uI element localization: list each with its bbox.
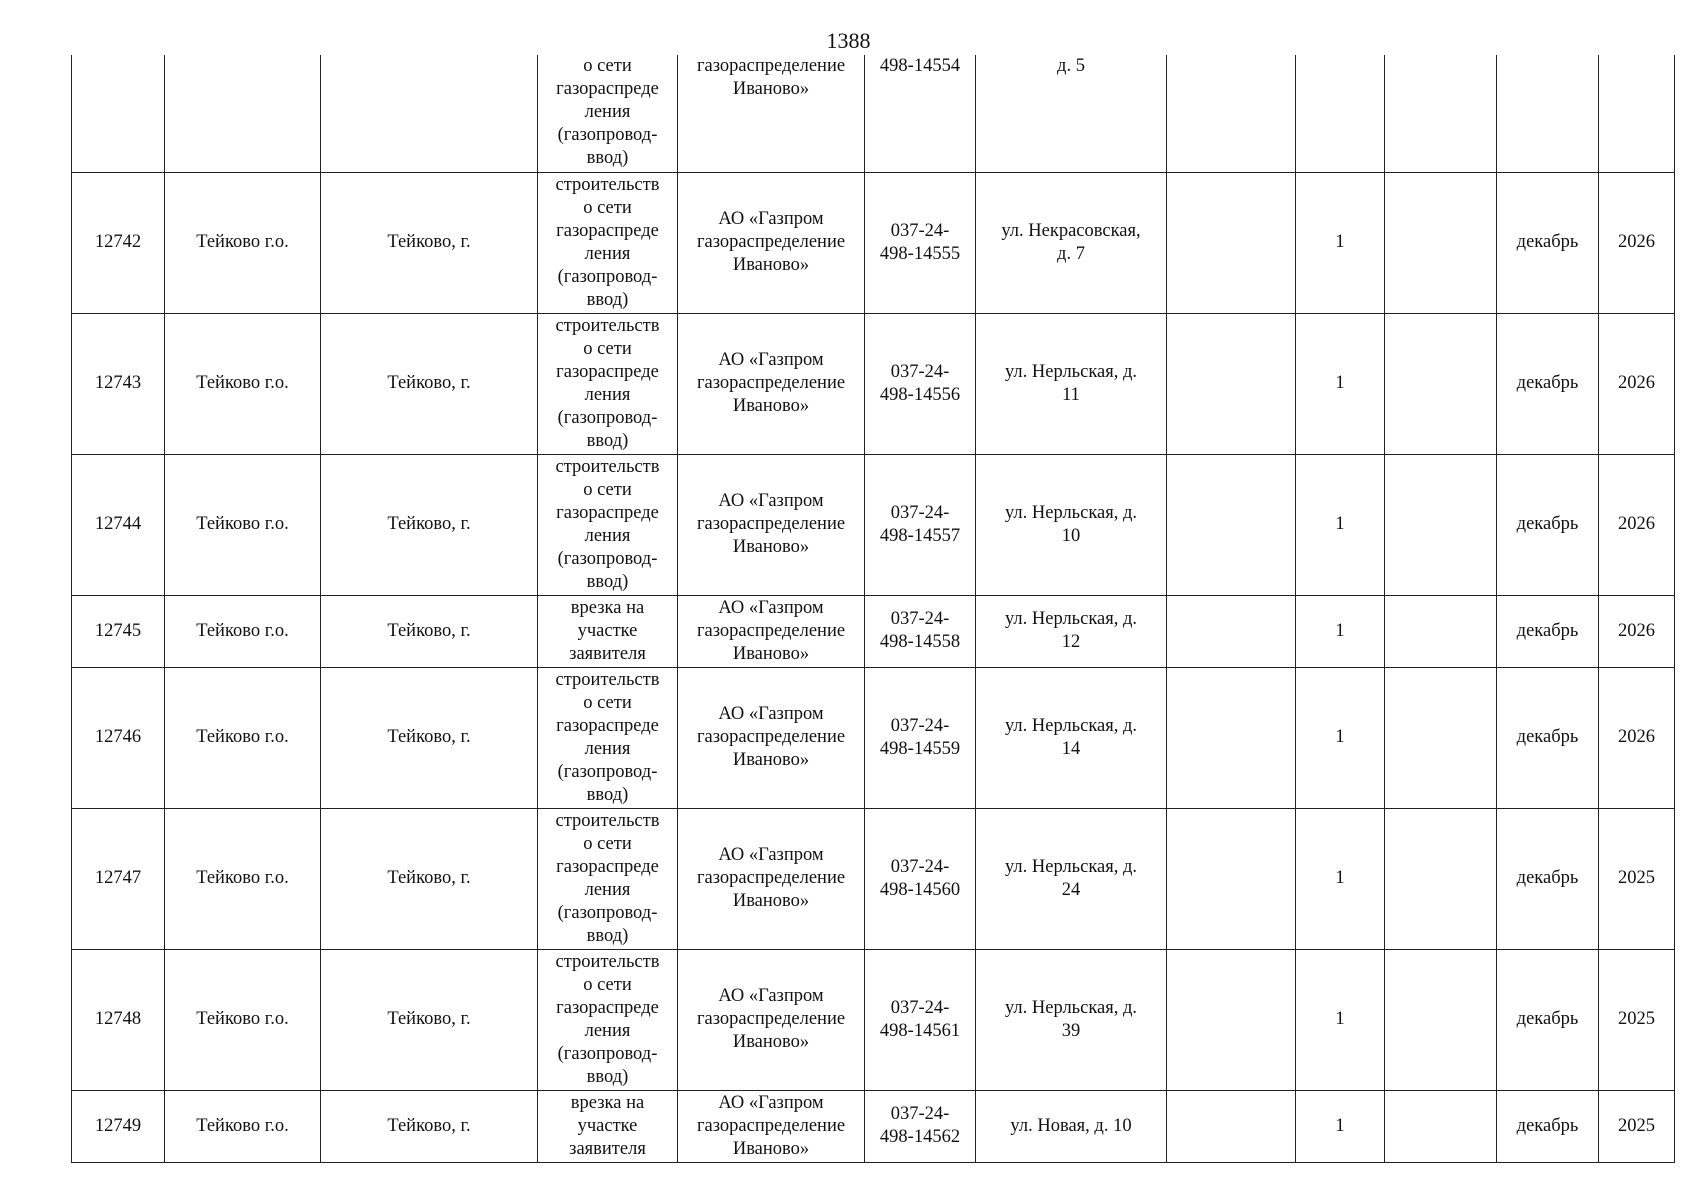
- cell-empty: [1385, 55, 1497, 172]
- cell-empty: [1385, 1090, 1497, 1162]
- cell-district: Тейково г.о.: [165, 454, 321, 595]
- cell-locality: Тейково, г.: [321, 1090, 538, 1162]
- cell-locality: Тейково, г.: [321, 808, 538, 949]
- cell-org: АО «Газпром газораспределение Иваново»: [678, 172, 865, 313]
- cell-year: 2026: [1599, 172, 1675, 313]
- cell-year: 2025: [1599, 1090, 1675, 1162]
- cell-type: строительств о сети газораспреде ления (газопровод- ввод): [538, 808, 678, 949]
- cell-type: строительств о сети газораспреде ления (газопровод- ввод): [538, 949, 678, 1090]
- cell-address: ул. Нерльская, д. 24: [976, 808, 1167, 949]
- table-row: [72, 949, 1675, 1090]
- cell-org: АО «Газпром газораспределение Иваново»: [678, 1090, 865, 1162]
- cell-empty: [1167, 454, 1296, 595]
- cell-empty: [1167, 595, 1296, 667]
- cell-num: 12744: [72, 454, 165, 595]
- cell-code: 037-24- 498-14562: [865, 1090, 976, 1162]
- cell-locality: Тейково, г.: [321, 595, 538, 667]
- cell-num: 12743: [72, 313, 165, 454]
- cell-month: декабрь: [1497, 667, 1599, 808]
- cell-district: Тейково г.о.: [165, 595, 321, 667]
- page-number: 1388: [826, 28, 871, 53]
- cell-empty: [1167, 55, 1296, 172]
- cell-num: 12749: [72, 1090, 165, 1162]
- cell-district: Тейково г.о.: [165, 949, 321, 1090]
- cell-type: строительств о сети газораспреде ления (газопровод- ввод): [538, 667, 678, 808]
- cell-empty: [1167, 313, 1296, 454]
- cell-type: строительств о сети газораспреде ления (газопровод- ввод): [538, 313, 678, 454]
- cell-empty: [1385, 172, 1497, 313]
- cell-district: Тейково г.о.: [165, 313, 321, 454]
- cell-code: 037-24- 498-14556: [865, 313, 976, 454]
- cell-address: ул. Нерльская, д. 11: [976, 313, 1167, 454]
- cell-year: 2025: [1599, 949, 1675, 1090]
- cell-district: [165, 55, 321, 172]
- table-row: [72, 454, 1675, 595]
- table-row: [72, 313, 1675, 454]
- cell-qty: 1: [1296, 1090, 1385, 1162]
- table-row: [72, 172, 1675, 313]
- cell-qty: 1: [1296, 313, 1385, 454]
- table-body: [72, 55, 1675, 1162]
- cell-empty: [1385, 454, 1497, 595]
- cell-month: декабрь: [1497, 172, 1599, 313]
- cell-district: Тейково г.о.: [165, 667, 321, 808]
- cell-locality: [321, 55, 538, 172]
- gas-connection-table: [71, 55, 1675, 1163]
- cell-qty: 1: [1296, 667, 1385, 808]
- cell-num: 12745: [72, 595, 165, 667]
- cell-district: Тейково г.о.: [165, 1090, 321, 1162]
- table-row-partial: [72, 55, 1675, 172]
- cell-empty: [1167, 1090, 1296, 1162]
- cell-year: 2026: [1599, 454, 1675, 595]
- cell-year: [1599, 55, 1675, 172]
- cell-empty: [1385, 949, 1497, 1090]
- cell-month: декабрь: [1497, 949, 1599, 1090]
- cell-empty: [1167, 172, 1296, 313]
- table-row: [72, 1090, 1675, 1162]
- cell-qty: 1: [1296, 808, 1385, 949]
- cell-org: АО «Газпром газораспределение Иваново»: [678, 949, 865, 1090]
- cell-address: ул. Новая, д. 10: [976, 1090, 1167, 1162]
- cell-org: АО «Газпром газораспределение Иваново»: [678, 313, 865, 454]
- cell-month: декабрь: [1497, 313, 1599, 454]
- cell-empty: [1385, 667, 1497, 808]
- cell-empty: [1167, 808, 1296, 949]
- cell-type: строительств о сети газораспреде ления (газопровод- ввод): [538, 454, 678, 595]
- cell-year: 2026: [1599, 313, 1675, 454]
- cell-empty: [1385, 313, 1497, 454]
- cell-num: 12747: [72, 808, 165, 949]
- cell-locality: Тейково, г.: [321, 313, 538, 454]
- cell-type: врезка на участке заявителя: [538, 595, 678, 667]
- cell-district: Тейково г.о.: [165, 808, 321, 949]
- cell-code: 037-24- 498-14557: [865, 454, 976, 595]
- cell-org: АО «Газпром газораспределение Иваново»: [678, 808, 865, 949]
- cell-code: 037-24- 498-14561: [865, 949, 976, 1090]
- cell-address: ул. Нерльская, д. 39: [976, 949, 1167, 1090]
- cell-month: декабрь: [1497, 1090, 1599, 1162]
- cell-num: [72, 55, 165, 172]
- cell-empty: [1385, 595, 1497, 667]
- cell-locality: Тейково, г.: [321, 949, 538, 1090]
- cell-qty: 1: [1296, 454, 1385, 595]
- table-row: [72, 667, 1675, 808]
- cell-locality: Тейково, г.: [321, 667, 538, 808]
- cell-org: АО «Газпром газораспределение Иваново»: [678, 595, 865, 667]
- cell-num: 12746: [72, 667, 165, 808]
- cell-type: о сети газораспреде ления (газопровод- ввод): [538, 55, 678, 172]
- cell-org: АО «Газпром газораспределение Иваново»: [678, 454, 865, 595]
- cell-org: газораспределение Иваново»: [678, 55, 865, 172]
- cell-code: 037-24- 498-14558: [865, 595, 976, 667]
- cell-num: 12742: [72, 172, 165, 313]
- cell-org: АО «Газпром газораспределение Иваново»: [678, 667, 865, 808]
- cell-year: 2026: [1599, 667, 1675, 808]
- cell-address: ул. Нерльская, д. 14: [976, 667, 1167, 808]
- cell-empty: [1167, 667, 1296, 808]
- cell-empty: [1385, 808, 1497, 949]
- cell-year: 2025: [1599, 808, 1675, 949]
- cell-year: 2026: [1599, 595, 1675, 667]
- cell-month: [1497, 55, 1599, 172]
- cell-type: строительств о сети газораспреде ления (газопровод- ввод): [538, 172, 678, 313]
- cell-locality: Тейково, г.: [321, 172, 538, 313]
- cell-district: Тейково г.о.: [165, 172, 321, 313]
- cell-type: врезка на участке заявителя: [538, 1090, 678, 1162]
- cell-empty: [1167, 949, 1296, 1090]
- cell-code: 037-24- 498-14559: [865, 667, 976, 808]
- cell-qty: [1296, 55, 1385, 172]
- cell-code: 498-14554: [865, 55, 976, 172]
- cell-address: ул. Нерльская, д. 12: [976, 595, 1167, 667]
- cell-locality: Тейково, г.: [321, 454, 538, 595]
- cell-qty: 1: [1296, 595, 1385, 667]
- cell-month: декабрь: [1497, 595, 1599, 667]
- cell-qty: 1: [1296, 172, 1385, 313]
- cell-month: декабрь: [1497, 808, 1599, 949]
- cell-month: декабрь: [1497, 454, 1599, 595]
- cell-address: д. 5: [976, 55, 1167, 172]
- cell-code: 037-24- 498-14560: [865, 808, 976, 949]
- cell-address: ул. Нерльская, д. 10: [976, 454, 1167, 595]
- cell-qty: 1: [1296, 949, 1385, 1090]
- cell-address: ул. Некрасовская, д. 7: [976, 172, 1167, 313]
- cell-num: 12748: [72, 949, 165, 1090]
- cell-code: 037-24- 498-14555: [865, 172, 976, 313]
- table-row: [72, 595, 1675, 667]
- table-row: [72, 808, 1675, 949]
